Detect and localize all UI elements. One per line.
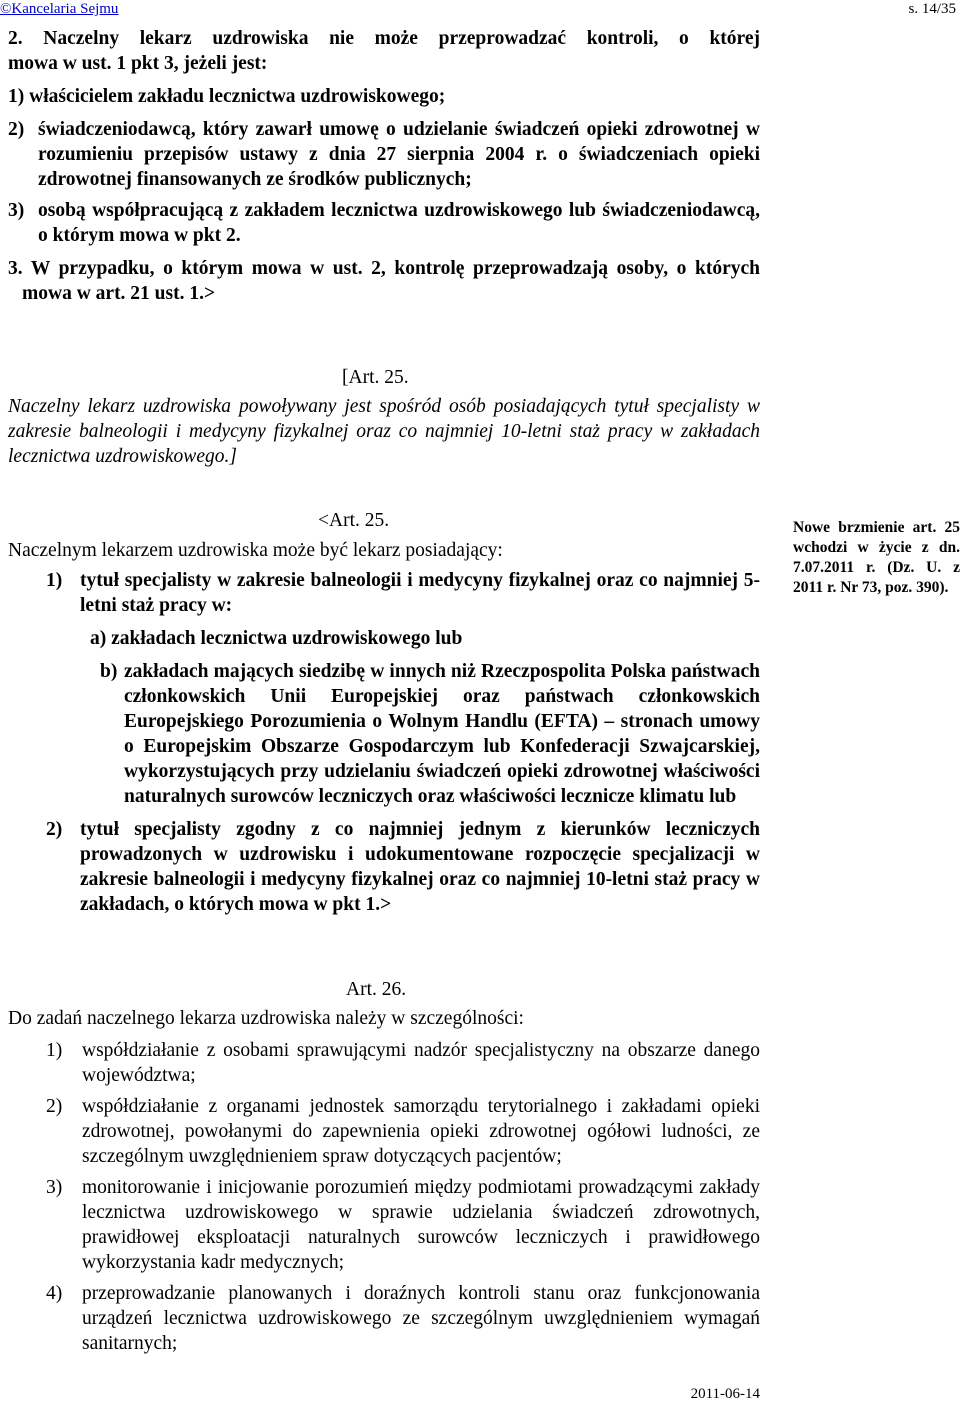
art26-item-1-text: współdziałanie z osobami sprawującymi nadzór specjalistyczny na obszarze danego województwa; (82, 1040, 760, 1086)
new-item-b (46, 659, 760, 809)
item-1: 1) właścicielem zakładu lecznictwa uzdrowiskowego; (8, 86, 446, 107)
new-item-b-number: b) (100, 661, 118, 682)
new-item-1-text: tytuł specjalisty w zakresie balneologii i medycyny fizykalnej oraz co najmniej 5-letni staż pracy w: (80, 570, 760, 616)
art26-item-1 (46, 1038, 760, 1088)
art26-item-4-text: przeprowadzanie planowanych i doraźnych kontroli stanu oraz funkcjonowania urządzeń lecznictwa uzdrowiskowego ze szczególnym uwzględnieniem wymagań sanitarnych; (82, 1283, 760, 1354)
amended-art24-fragment (8, 26, 760, 306)
art26-intro: Do zadań naczelnego lekarza uzdrowiska należy w szczególności: (8, 1008, 524, 1029)
new-item-2 (46, 817, 760, 917)
new-art25-intro: Naczelnym lekarzem uzdrowiska może być lekarz posiadający: (8, 540, 503, 561)
item-2-number: 2) (8, 119, 25, 140)
new-art25-items (46, 568, 760, 917)
art26-item-4 (46, 1281, 760, 1356)
art26-item-3 (46, 1175, 760, 1275)
para-3: 3. W przypadku, o którym mowa w ust. 2, kontrolę przeprowadzają osoby, o których mowa w art. 21 ust. 1.> (8, 258, 760, 304)
item-3 (8, 198, 760, 248)
new-item-2-text: tytuł specjalisty zgodny z co najmniej jednym z kierunków leczniczych prowadzonych w uzdrowisku i udokumentowane rozpoczęcie specjalizacji w zakresie balneologii i medycyny fizykalnej oraz co najmniej 10-letni staż pracy w zakładach, o których mowa w pkt 1.> (80, 819, 760, 915)
header-copyright[interactable] (0, 0, 118, 18)
art26-item-2 (46, 1094, 760, 1169)
art26-item-2-number: 2) (46, 1096, 63, 1117)
new-item-b-text: zakładach mających siedzibę w innych niż Rzeczpospolita Polska państwach członkowskich Unii Europejskiej oraz państwach członkowskich Europejskiego Porozumienia o Wolnym Handlu (EFTA) – stronach umowy o Europejskim Obszarze Gospodarczym lub Konfederacji Szwajcarskiej, wykorzystujących przy udzielaniu świadczeń opieki zdrowotnej właściwości naturalnych surowców leczniczych oraz właściwości lecznicze klimatu lub (124, 661, 760, 807)
art26-heading: Art. 26. (346, 979, 407, 1000)
footer-date: 2011-06-14 (690, 1386, 760, 1402)
new-art25-heading: <Art. 25. (318, 510, 390, 531)
item-2-text: świadczeniodawcą, który zawarł umowę o udzielanie świadczeń opieki zdrowotnej w rozumieniu przepisów ustawy z dnia 27 sierpnia 2004 r. o świadczeniach opieki zdrowotnej finansowanych ze środków publicznych; (38, 119, 760, 190)
art26-item-3-text: monitorowanie i inicjowanie porozumień między podmiotami prowadzącymi zakłady lecznictwa uzdrowiskowego w sprawie udzielania świadczeń zdrowotnych, prawidłowej eksploatacji naturalnych surowców leczniczych i prawidłowego wykorzystania kadr medycznych; (82, 1177, 760, 1273)
art26-item-4-number: 4) (46, 1283, 63, 1304)
new-item-1-number: 1) (46, 570, 63, 591)
para-2-line1: 2. Naczelny lekarz uzdrowiska nie może przeprowadzać kontroli, o której (8, 28, 760, 49)
item-3-text: osobą współpracującą z zakładem lecznictwa uzdrowiskowego lub świadczeniodawcą, o którym mowa w pkt 2. (38, 200, 760, 246)
old-art25-text: Naczelny lekarz uzdrowiska powoływany jest spośród osób posiadających tytuł specjalisty w zakresie balneologii i medycyny fizykalnej oraz co najmniej 10-letni staż pracy w zakładach lecznictwa uzdrowiskowego.] (8, 396, 760, 467)
item-2 (8, 117, 760, 192)
copyright-link[interactable]: ©Kancelaria Sejmu (0, 1, 119, 17)
page-number: s. 14/35 (908, 1, 956, 17)
art26-item-1-number: 1) (46, 1040, 63, 1061)
para-2-line2: mowa w ust. 1 pkt 3, jeżeli jest: (8, 53, 268, 74)
art26-item-3-number: 3) (46, 1177, 63, 1198)
art26-items (46, 1038, 760, 1356)
item-3-number: 3) (8, 200, 25, 221)
old-art25-heading: [Art. 25. (342, 367, 409, 388)
old-art25-text-block (8, 394, 760, 469)
new-item-1 (46, 568, 760, 618)
sidenote: Nowe brzmienie art. 25 wchodzi w życie z dn. 7.07.2011 r. (Dz. U. z 2011 r. Nr 73, poz. 390). (793, 519, 960, 596)
new-item-2-number: 2) (46, 819, 63, 840)
art26-item-2-text: współdziałanie z organami jednostek samorządu terytorialnego i zakładami opieki zdrowotnej, powołanymi do zapewnienia opieki zdrowotnej ogółowi ludności, ze szczególnym uwzględnieniem spraw dotyczących pacjentów; (82, 1096, 760, 1167)
new-item-a: a) zakładach lecznictwa uzdrowiskowego lub (90, 628, 463, 649)
